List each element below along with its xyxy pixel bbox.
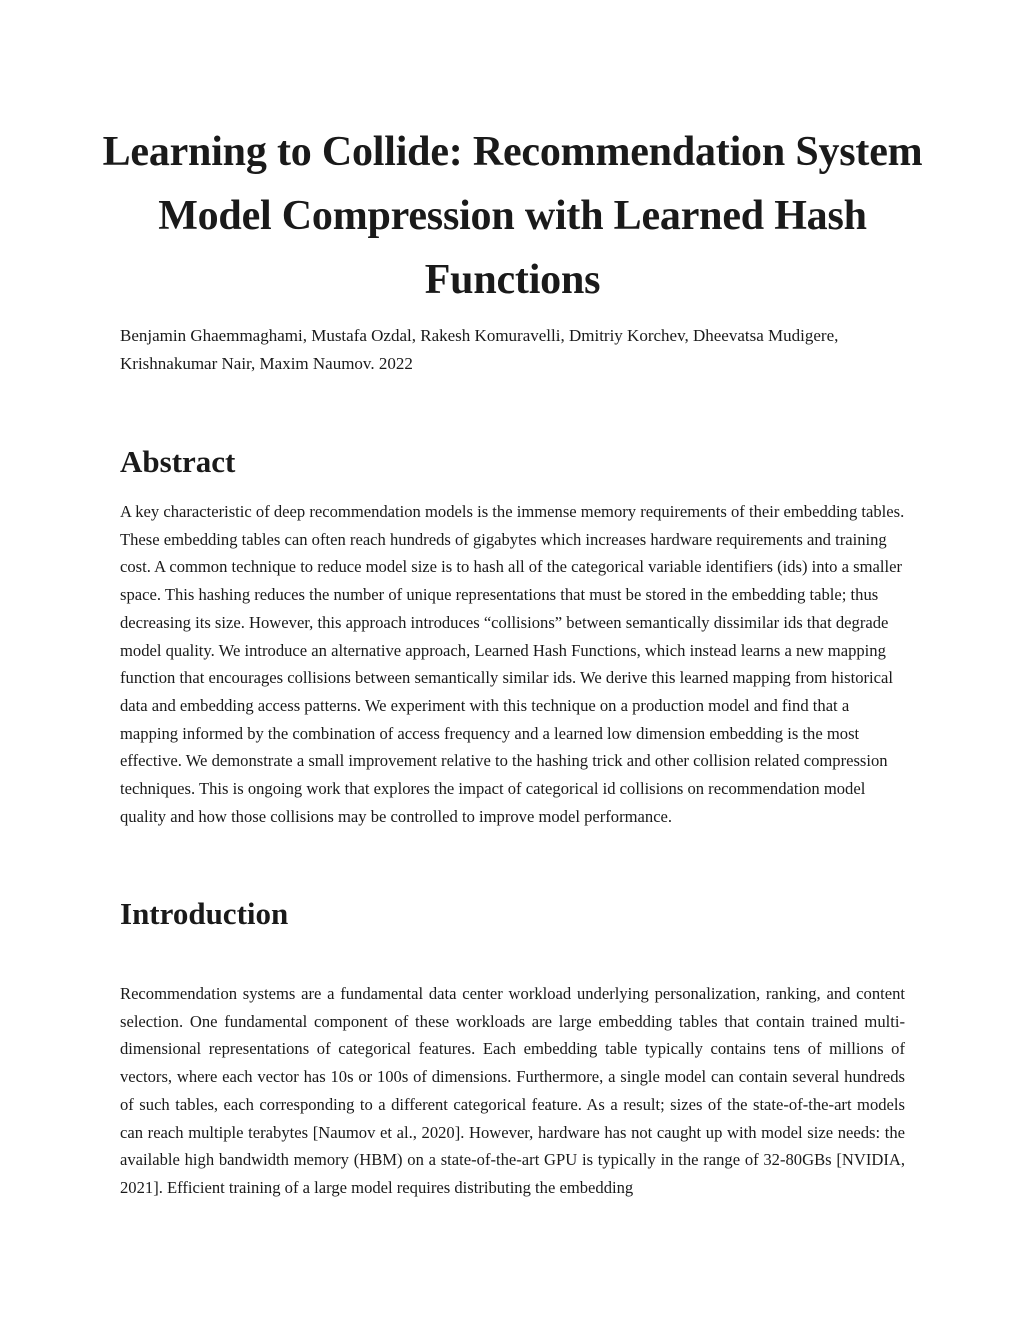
abstract-body: A key characteristic of deep recommendation models is the immense memory requirements of their embedding tables. These embedding tables can often reach hundreds of gigabytes which increases hardware requirements and training cost. A common technique to reduce model size is to hash all of the categorical variable identifiers (ids) into a smaller space. This hashing reduces the number of unique representations that must be stored in the embedding table; thus decreasing its size. However, this approach introduces “collisions” between semantically dissimilar ids that degrade model quality. We introduce an alternative approach, Learned Hash Functions, which instead learns a new mapping function that encourages collisions between semantically similar ids. We derive this learned mapping from historical data and embedding access patterns. We experiment with this technique on a production model and find that a mapping informed by the combination of access frequency and a learned low dimension embedding is the most effective. We demonstrate a small improvement relative to the hashing trick and other collision related compression techniques. This is ongoing work that explores the impact of categorical id collisions on recommendation model quality and how those collisions may be controlled to improve model performance. — [120, 502, 905, 826]
paper-title: Learning to Collide: Recommendation System Model Compression with Learned Hash Functions — [102, 129, 923, 303]
introduction-heading: Introduction — [120, 896, 289, 931]
author-list: Benjamin Ghaemmaghami, Mustafa Ozdal, Rakesh Komuravelli, Dmitriy Korchev, Dheevatsa Mudigere, Krishnakumar Nair, Maxim Naumov. 2022 — [120, 326, 839, 373]
introduction-body: Recommendation systems are a fundamental data center workload underlying personalization, ranking, and content selection. One fundamental component of these workloads are large embedding tables that contain trained multi-dimensional representations of categorical features. Each embedding table typically contains tens of millions of vectors, where each vector has 10s or 100s of dimensions. Furthermore, a single model can contain several hundreds of such tables, each corresponding to a different categorical feature. As a result; sizes of the state-of-the-art models can reach multiple terabytes [Naumov et al., 2020]. However, hardware has not caught up with model size needs: the available high bandwidth memory (HBM) on a state-of-the-art GPU is typically in the range of 32-80GBs [NVIDIA, 2021]. Efficient training of a large model requires distributing the embedding — [120, 984, 905, 1197]
abstract-heading: Abstract — [120, 444, 236, 479]
